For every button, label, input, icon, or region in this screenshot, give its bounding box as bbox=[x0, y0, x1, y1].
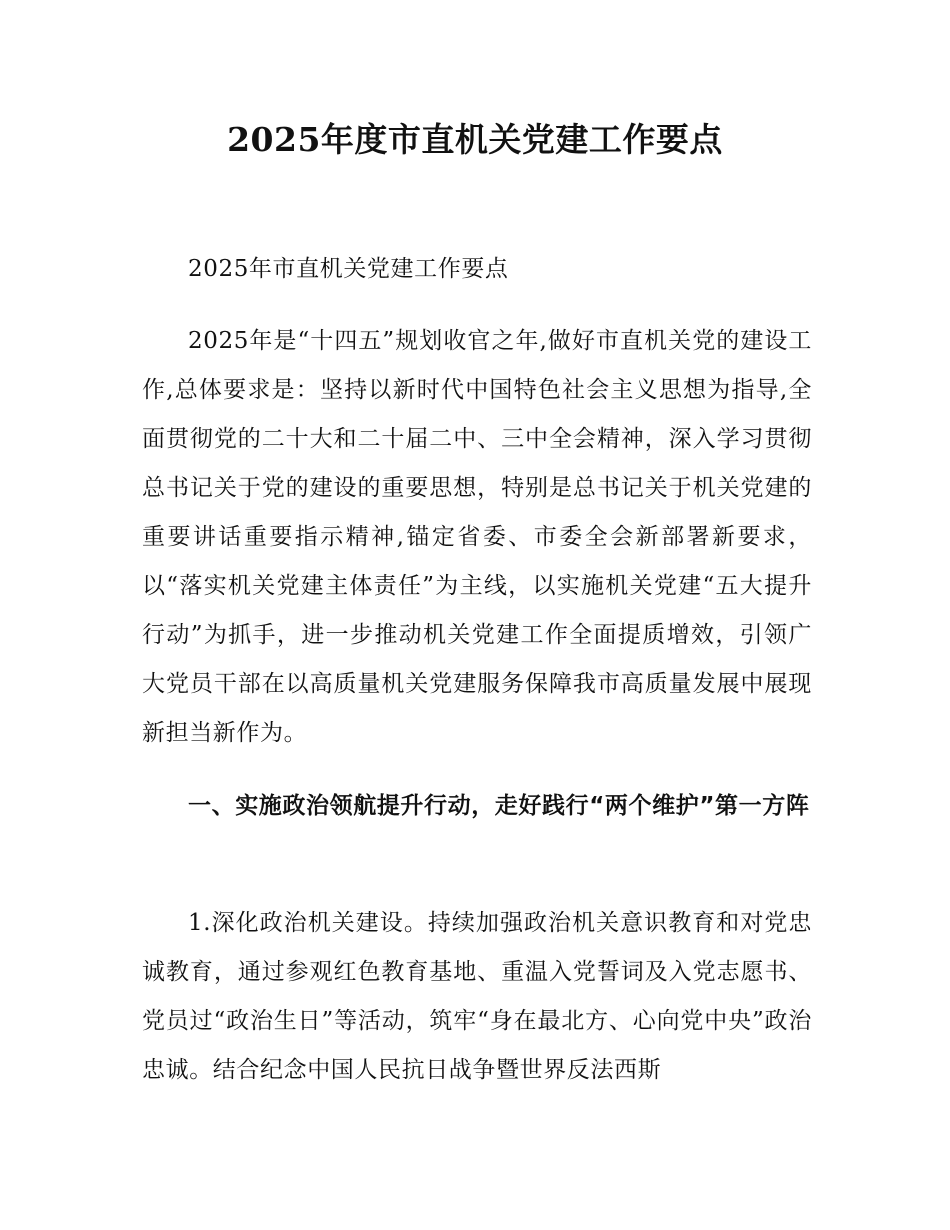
intro-paragraph: 2025年是“十四五”规划收官之年,做好市直机关党的建设工作,总体要求是：坚持以新时代中国特色社会主义思想为指导,全面贯彻党的二十大和二十届二中、三中全会精神，深入学习贯彻总书记关于党的建设的重要思想，特别是总书记关于机关党建的重要讲话重要指示精神,锚定省委、市委全会新部署新要求，以“落实机关党建主体责任”为主线，以实施机关党建“五大提升行动”为抓手，进一步推动机关党建工作全面提质增效，引领广大党员干部在以高质量机关党建服务保障我市高质量发展中展现新担当新作为。 bbox=[142, 328, 812, 746]
section-one-heading: 一、实施政治领航提升行动，走好践行“两个维护”第一方阵 bbox=[188, 793, 810, 819]
document-title: 2025年度市直机关党建工作要点 bbox=[227, 120, 723, 159]
document-subtitle: 2025年市直机关党建工作要点 bbox=[188, 256, 509, 282]
item-one-paragraph: 1.深化政治机关建设。持续加强政治机关意识教育和对党忠诚教育，通过参观红色教育基地、重温入党誓词及入党志愿书、党员过“政治生日”等活动，筑牢“身在最北方、心向党中央”政治忠诚。结合纪念中国人民抗日战争暨世界反法西斯 bbox=[142, 910, 812, 1083]
